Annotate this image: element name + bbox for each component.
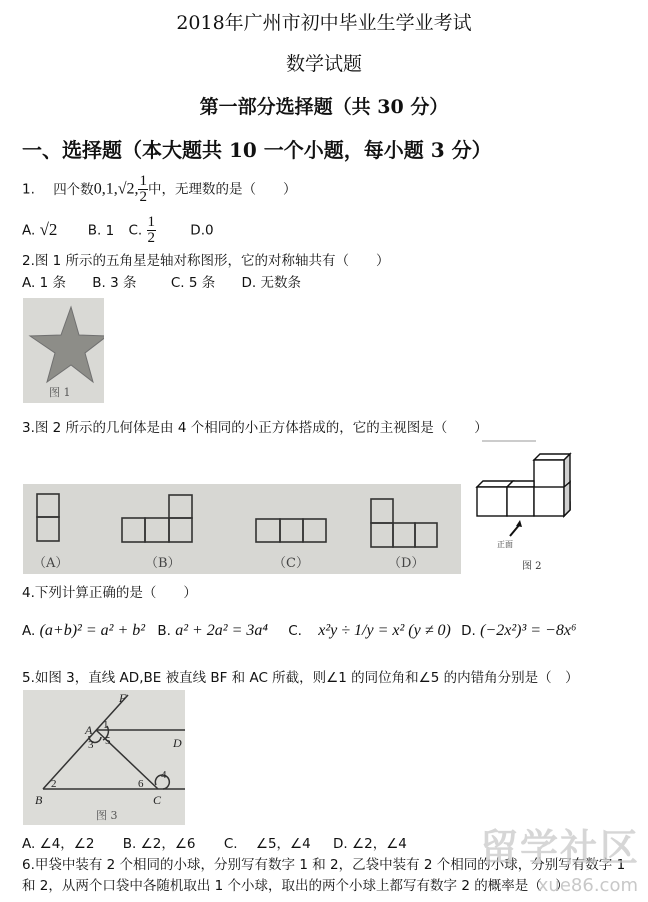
point-f-label: F bbox=[119, 691, 127, 705]
option-label: D. bbox=[190, 222, 205, 239]
question-number: 4. bbox=[22, 585, 35, 601]
option-label: B. bbox=[87, 222, 102, 239]
question-3-options-figure bbox=[23, 484, 461, 574]
question-3 bbox=[22, 416, 488, 436]
svg-text:1: 1 bbox=[103, 719, 109, 731]
question-stem: 图 1 所示的五角星是轴对称图形，它的对称轴共有（ ） bbox=[34, 253, 390, 269]
option-value: 1 条 bbox=[39, 275, 66, 291]
question-stem: 甲袋中装有 2 个相同的小球，分别写有数字 1 和 2，乙袋中装有 2 个相同的小球，分别写有数字 1 bbox=[34, 857, 626, 873]
option-value: x²y ÷ 1/y = x² (y ≠ 0) bbox=[318, 622, 451, 639]
question-4 bbox=[22, 581, 197, 601]
option-value: ∠4，∠2 bbox=[39, 836, 95, 852]
option-label: B. bbox=[92, 275, 106, 291]
option-value: ∠2，∠6 bbox=[140, 836, 196, 852]
svg-text:2: 2 bbox=[51, 778, 57, 790]
option-label-a: （A） bbox=[33, 556, 69, 571]
figure-1-star bbox=[23, 298, 104, 403]
option-label: A. bbox=[22, 222, 36, 239]
question-5 bbox=[22, 666, 579, 686]
question-number: 2. bbox=[22, 253, 35, 269]
question-1 bbox=[22, 174, 296, 205]
option-value: 无数条 bbox=[260, 275, 302, 291]
figure-2-cubes bbox=[470, 440, 580, 575]
question-stem: 图 2 所示的几何体是由 4 个相同的小正方体搭成的，它的主视图是（ ） bbox=[34, 420, 488, 436]
option-label: D. bbox=[333, 836, 348, 852]
option-value: (−2x²)³ = −8x⁶ bbox=[480, 622, 577, 639]
figure-caption: 图 3 bbox=[96, 809, 118, 822]
option-value: 0 bbox=[204, 222, 214, 239]
option-value: (a+b)² = a² + b² bbox=[39, 622, 146, 639]
option-label: A. bbox=[22, 623, 36, 639]
figure-caption: 图 2 bbox=[522, 561, 542, 572]
option-value: a² + 2a² = 3a⁴ bbox=[175, 622, 268, 639]
option-label: D. bbox=[241, 275, 257, 291]
option-label: D. bbox=[461, 623, 476, 639]
svg-text:6: 6 bbox=[138, 778, 144, 790]
svg-text:4: 4 bbox=[161, 769, 167, 781]
svg-text:D: D bbox=[173, 736, 182, 750]
geometry-lines-icon bbox=[23, 690, 185, 825]
question-number: 6. bbox=[22, 857, 35, 873]
question-2-options bbox=[22, 271, 301, 291]
question-5-options bbox=[22, 832, 407, 852]
option-value: ∠2，∠4 bbox=[352, 836, 407, 852]
question-4-options bbox=[22, 622, 577, 640]
part-title: 第一部分选择题（共 30 分） bbox=[199, 96, 449, 118]
cube-structure-icon bbox=[470, 440, 580, 575]
option-label: A. bbox=[22, 275, 36, 291]
option-label: A. bbox=[22, 836, 36, 852]
figure-3-lines bbox=[23, 690, 185, 825]
option-value: ∠5，∠4 bbox=[255, 836, 311, 852]
option-value: 3 条 bbox=[110, 275, 137, 291]
option-label-d: （D） bbox=[388, 556, 425, 571]
question-stem-values: 0,1,√2, bbox=[93, 180, 139, 198]
question-number: 1. bbox=[22, 181, 35, 198]
option-value: √2 bbox=[39, 219, 58, 239]
question-number: 3. bbox=[22, 420, 35, 436]
question-6-line-2: 和 2，从两个口袋中各随机取出 1 个小球，取出的两个小球上都写有数字 2 的概率是（ ） bbox=[22, 878, 569, 894]
question-2 bbox=[22, 249, 390, 269]
option-value: 1 bbox=[105, 222, 115, 239]
option-label: C. bbox=[288, 623, 302, 639]
option-label: C. bbox=[128, 222, 143, 239]
option-label: C. bbox=[223, 836, 238, 852]
watermark-logo: 留学社区 bbox=[479, 826, 640, 870]
option-label: C. bbox=[170, 275, 185, 291]
svg-text:3: 3 bbox=[88, 739, 94, 751]
section-title: 一、选择题（本大题共 10 一个小题，每小题 3 分） bbox=[22, 138, 492, 162]
option-label-c: （C） bbox=[273, 556, 309, 571]
option-value: 5 条 bbox=[188, 275, 216, 291]
svg-text:C: C bbox=[153, 793, 162, 807]
subject-title: 数学试题 bbox=[285, 53, 362, 75]
question-1-options bbox=[22, 215, 214, 246]
fraction: $\frac{1}{2}$ bbox=[139, 173, 147, 205]
question-stem: 如图 3，直线 AD,BE 被直线 BF 和 AC 所截，则∠1 的同位角和∠5 的内错角分别是（ ） bbox=[34, 670, 579, 686]
figure-caption: 图 1 bbox=[49, 386, 71, 399]
question-stem-prefix: 四个数 bbox=[53, 181, 94, 198]
svg-text:5: 5 bbox=[105, 735, 111, 747]
option-label: B. bbox=[122, 836, 137, 852]
figure-arrow-label: 正面 bbox=[497, 540, 513, 549]
question-number: 5. bbox=[22, 670, 35, 686]
watermark-url: xue86.com bbox=[537, 875, 638, 896]
question-stem-suffix: 中，无理数的是（ ） bbox=[147, 181, 297, 198]
option-label: B. bbox=[157, 623, 171, 639]
option-fraction: $\frac{1}{2}$ bbox=[147, 214, 155, 246]
question-stem: 下列计算正确的是（ ） bbox=[34, 585, 197, 601]
svg-text:B: B bbox=[35, 793, 43, 807]
exam-title: 2018年广州市初中毕业生学业考试 bbox=[176, 12, 472, 34]
svg-text:A: A bbox=[85, 723, 93, 737]
option-label-b: （B） bbox=[145, 556, 181, 571]
